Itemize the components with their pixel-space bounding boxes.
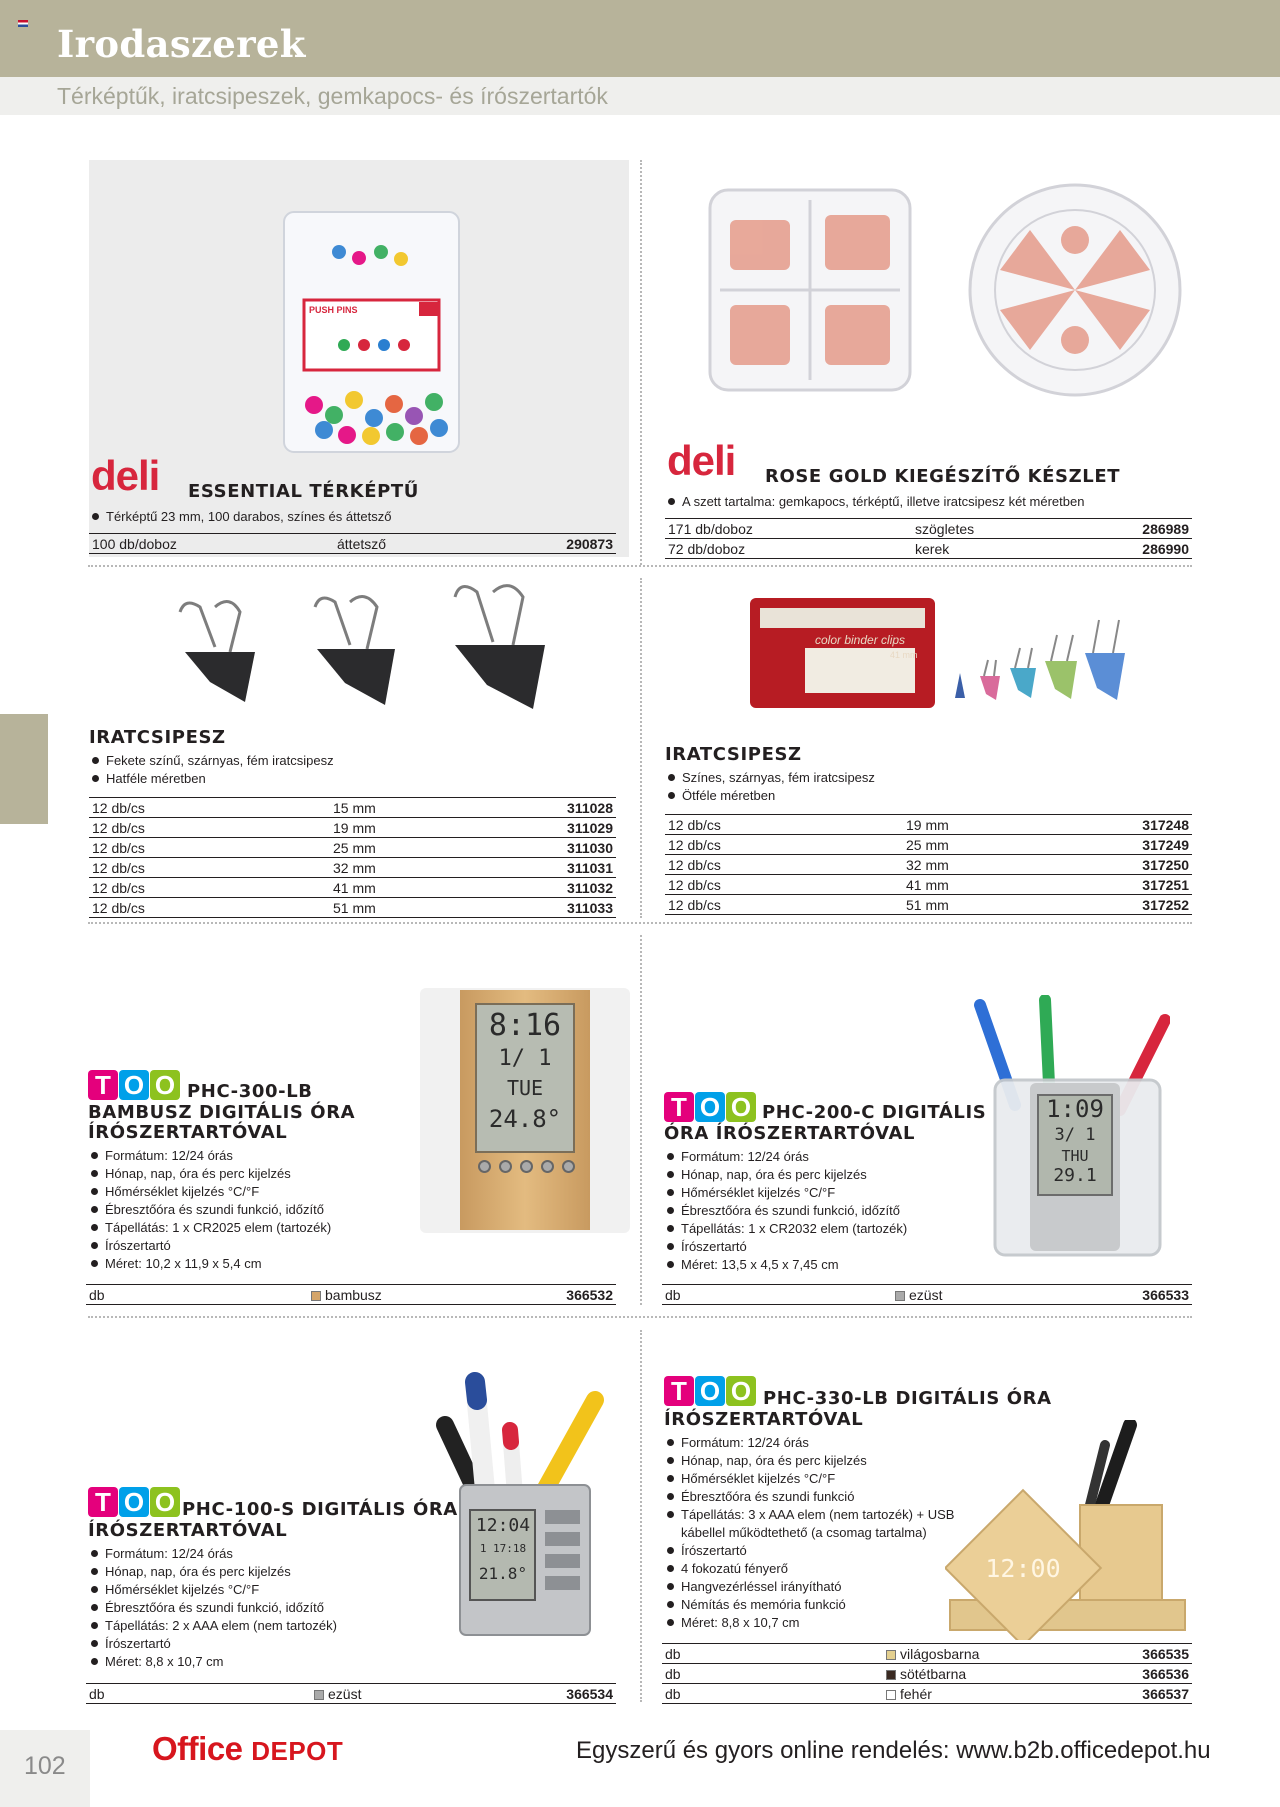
feature-item: Tápellátás: 1 x CR2025 elem (tartozék) (89, 1219, 419, 1237)
too-logo-letter: O (726, 1376, 756, 1406)
feature-list (89, 1147, 419, 1273)
qty-cell: 12 db/cs (665, 855, 903, 875)
variant-label: sötétbarna (900, 1666, 967, 1682)
feature-list (90, 508, 610, 526)
feature-item: Színes, szárnyas, fém iratcsipesz (666, 769, 1166, 787)
feature-item: Térképtű 23 mm, 100 darabos, színes és áttetsző (90, 508, 610, 526)
color-binder-clips-image (745, 588, 1145, 763)
too-logo-letter: O (119, 1070, 149, 1100)
flag-icon (18, 20, 28, 27)
feature-item: 4 fokozatú fényerő (665, 1560, 955, 1578)
table-row (665, 895, 1192, 915)
color-swatch (886, 1690, 896, 1700)
table-row (662, 1285, 1192, 1305)
lcd-day: TUE (506, 1076, 544, 1100)
table-row (665, 835, 1192, 855)
feature-item: Ötféle méretben (666, 787, 1166, 805)
variant-cell: kerek (912, 539, 1067, 559)
qty-cell: 12 db/cs (89, 838, 330, 858)
office-depot-logo (152, 1730, 343, 1768)
table-row (89, 878, 616, 898)
clock-button-icon (520, 1160, 533, 1173)
deli-logo: deli (91, 452, 160, 499)
table-row (89, 858, 616, 878)
deli-logo: deli (667, 437, 736, 484)
variant-cell: 51 mm (330, 898, 469, 918)
too-logo (664, 1092, 756, 1122)
wooden-clock-pen-holder-image (945, 1420, 1190, 1640)
qty-cell: db (662, 1684, 883, 1704)
table-row (662, 1664, 1192, 1684)
qty-cell: 12 db/cs (89, 898, 330, 918)
feature-item: Fekete színű, szárnyas, fém iratcsipesz (90, 752, 590, 770)
lcd-date: 1/ 1 (498, 1046, 552, 1071)
code-cell: 311028 (469, 798, 616, 818)
feature-item: Formátum: 12/24 órás (89, 1147, 419, 1165)
color-swatch (311, 1291, 321, 1301)
feature-item: Ébresztőóra és szundi funkció, időzítő (665, 1202, 985, 1220)
lcd-date: 1 17:18 (479, 1542, 527, 1555)
table-row (86, 1285, 616, 1305)
feature-item: Írószertartó (89, 1635, 419, 1653)
qty-cell: db (662, 1644, 883, 1664)
row-divider (88, 922, 1192, 924)
feature-item: Hónap, nap, óra és perc kijelzés (89, 1563, 419, 1581)
product-title: PHC-200-C DIGITÁLIS (762, 1102, 987, 1123)
office-depot-logo-sub: DEPOT (251, 1736, 344, 1766)
code-cell: 366534 (465, 1684, 616, 1704)
product-title: IRATCSIPESZ (89, 727, 226, 748)
product-title: PHC-100-S DIGITÁLIS ÓRA (182, 1499, 458, 1520)
feature-item: Hónap, nap, óra és perc kijelzés (665, 1452, 955, 1470)
variant-label: ezüst (909, 1287, 943, 1303)
color-swatch (886, 1650, 896, 1660)
code-cell: 366532 (491, 1285, 616, 1305)
variant-cell: 41 mm (330, 878, 469, 898)
lcd-day: THU (1061, 1147, 1089, 1165)
qty-cell: 12 db/cs (665, 835, 903, 855)
feature-item: Hónap, nap, óra és perc kijelzés (665, 1166, 985, 1184)
table-row (662, 1644, 1192, 1664)
feature-item: Formátum: 12/24 órás (665, 1148, 985, 1166)
feature-list (665, 1148, 985, 1274)
feature-item: Hónap, nap, óra és perc kijelzés (89, 1165, 419, 1183)
too-logo-letter: O (150, 1487, 180, 1517)
too-logo-letter: T (664, 1092, 694, 1122)
variant-cell: 25 mm (330, 838, 469, 858)
table-row (665, 539, 1192, 559)
feature-item: Írószertartó (665, 1238, 985, 1256)
feature-item: Méret: 8,8 x 10,7 cm (665, 1614, 955, 1632)
code-cell: 317252 (1042, 895, 1192, 915)
feature-item: Hőmérséklet kijelzés °C/°F (89, 1581, 419, 1599)
variant-cell: áttetsző (334, 534, 478, 554)
variant-cell: 32 mm (330, 858, 469, 878)
color-swatch (314, 1690, 324, 1700)
variant-cell (883, 1684, 1085, 1704)
feature-item: Hatféle méretben (90, 770, 590, 788)
feature-item: Hőmérséklet kijelzés °C/°F (665, 1470, 955, 1488)
row-divider (88, 565, 1192, 567)
page-header (0, 0, 1280, 77)
clock-button-icon (499, 1160, 512, 1173)
variant-cell: szögletes (912, 519, 1067, 539)
section-tab (0, 714, 48, 824)
product-table (665, 518, 1192, 559)
variant-cell (311, 1684, 465, 1704)
product-title: ÍRÓSZERTARTÓVAL (664, 1409, 864, 1430)
row-divider (88, 1316, 1192, 1318)
variant-cell: 41 mm (903, 875, 1042, 895)
lcd-temp: 29.1 (1053, 1165, 1097, 1186)
qty-cell: db (662, 1285, 892, 1305)
table-row (89, 798, 616, 818)
qty-cell: 100 db/doboz (89, 534, 334, 554)
color-swatch (886, 1670, 896, 1680)
qty-cell: db (86, 1285, 308, 1305)
product-title: BAMBUSZ DIGITÁLIS ÓRA (88, 1102, 356, 1123)
page-number: 102 (24, 1752, 66, 1780)
feature-item: Méret: 10,2 x 11,9 x 5,4 cm (89, 1255, 419, 1273)
qty-cell: 12 db/cs (665, 815, 903, 835)
feature-list (90, 752, 590, 788)
feature-item: Írószertartó (665, 1542, 955, 1560)
table-row (89, 818, 616, 838)
code-cell: 311032 (469, 878, 616, 898)
table-row (89, 838, 616, 858)
feature-item: Tápellátás: 2 x AAA elem (nem tartozék) (89, 1617, 419, 1635)
product-title: ÍRÓSZERTARTÓVAL (88, 1520, 288, 1541)
clock-button-icon (562, 1160, 575, 1173)
page-subtitle: Térképtűk, iratcsipeszek, gemkapocs- és írószertartók (57, 83, 608, 109)
black-binder-clips-image (150, 582, 570, 727)
code-cell: 366537 (1085, 1684, 1192, 1704)
lcd-time: 1:09 (1046, 1095, 1104, 1123)
variant-cell: 51 mm (903, 895, 1042, 915)
page-subheader (0, 77, 1280, 115)
variant-cell (892, 1285, 1043, 1305)
variant-cell: 25 mm (903, 835, 1042, 855)
feature-item: Írószertartó (89, 1237, 419, 1255)
clips-package-label: color binder clips (815, 633, 906, 647)
qty-cell: 12 db/cs (89, 818, 330, 838)
variant-cell: 19 mm (330, 818, 469, 838)
feature-item: Méret: 8,8 x 10,7 cm (89, 1653, 419, 1671)
qty-cell: 12 db/cs (665, 875, 903, 895)
code-cell: 311031 (469, 858, 616, 878)
variant-label: világosbarna (900, 1646, 980, 1662)
variant-cell: 32 mm (903, 855, 1042, 875)
too-logo-letter: O (119, 1487, 149, 1517)
too-logo-letter: T (664, 1376, 694, 1406)
lcd-time: 12:04 (475, 1515, 531, 1536)
product-title: PHC-330-LB DIGITÁLIS ÓRA (763, 1388, 1052, 1409)
code-cell: 317250 (1042, 855, 1192, 875)
feature-item: Ébresztőóra és szundi funkció, időzítő (89, 1599, 419, 1617)
variant-cell (883, 1644, 1085, 1664)
qty-cell: 12 db/cs (89, 878, 330, 898)
qty-cell: 171 db/doboz (665, 519, 912, 539)
qty-cell: 72 db/doboz (665, 539, 912, 559)
variant-cell: 15 mm (330, 798, 469, 818)
variant-label: ezüst (328, 1686, 362, 1702)
column-divider (640, 935, 642, 1305)
page-title: Irodaszerek (57, 22, 306, 66)
table-row (89, 898, 616, 918)
column-divider (640, 1330, 642, 1702)
feature-item: Ébresztőóra és szundi funkció (665, 1488, 955, 1506)
product-table (662, 1643, 1192, 1704)
lcd-date: 3/ 1 (1054, 1125, 1096, 1145)
clock-button-icon (478, 1160, 491, 1173)
table-row (86, 1684, 616, 1704)
feature-list (665, 1434, 955, 1632)
variant-cell: 19 mm (903, 815, 1042, 835)
feature-item: A szett tartalma: gemkapocs, térképtű, illetve iratcsipesz két méretben (666, 493, 1186, 511)
too-logo-letter: O (695, 1092, 725, 1122)
variant-label: bambusz (325, 1287, 382, 1303)
product-title: IRATCSIPESZ (665, 744, 802, 765)
product-title: ÓRA ÍRÓSZERTARTÓVAL (664, 1123, 916, 1144)
qty-cell: 12 db/cs (89, 798, 330, 818)
lcd-time: 12:00 (985, 1554, 1061, 1583)
too-logo-letter: O (726, 1092, 756, 1122)
code-cell: 286990 (1067, 539, 1192, 559)
column-divider (640, 160, 642, 565)
too-logo (88, 1070, 180, 1100)
product-title: PHC-300-LB (187, 1081, 313, 1102)
code-cell: 366536 (1085, 1664, 1192, 1684)
feature-item: Tápellátás: 1 x CR2032 elem (tartozék) (665, 1220, 985, 1238)
silver-clock-pen-holder-image (970, 995, 1170, 1260)
code-cell: 311029 (469, 818, 616, 838)
table-row (662, 1684, 1192, 1704)
feature-list (666, 769, 1166, 805)
code-cell: 366535 (1085, 1644, 1192, 1664)
product-table (86, 1284, 616, 1305)
feature-item: Ébresztőóra és szundi funkció, időzítő (89, 1201, 419, 1219)
push-pins-package-label: PUSH PINS (309, 305, 358, 315)
qty-cell: db (662, 1664, 883, 1684)
lcd-temp: 21.8° (478, 1564, 528, 1583)
too-logo (664, 1376, 756, 1406)
lcd-temp: 24.8° (488, 1105, 562, 1133)
feature-item: Hőmérséklet kijelzés °C/°F (665, 1184, 985, 1202)
table-row (665, 815, 1192, 835)
qty-cell: 12 db/cs (665, 895, 903, 915)
code-cell: 311030 (469, 838, 616, 858)
feature-item: Formátum: 12/24 órás (665, 1434, 955, 1452)
lcd-time: 8:16 (488, 1008, 562, 1043)
too-logo-letter: O (150, 1070, 180, 1100)
feature-item: Némítás és memória funkció (665, 1596, 955, 1614)
product-table (89, 533, 616, 554)
feature-item: Tápellátás: 3 x AAA elem (nem tartozék) + USB kábellel működtethető (a csomag tartalma) (665, 1506, 955, 1542)
variant-cell (308, 1285, 491, 1305)
table-row (665, 855, 1192, 875)
table-row (665, 875, 1192, 895)
variant-cell (883, 1664, 1085, 1684)
code-cell: 317251 (1042, 875, 1192, 895)
product-table (662, 1284, 1192, 1305)
rose-gold-set-image (700, 170, 1190, 430)
clips-package-size: 41 mm (890, 650, 918, 660)
code-cell: 286989 (1067, 519, 1192, 539)
page-number-box (0, 1730, 90, 1807)
feature-item: Formátum: 12/24 órás (89, 1545, 419, 1563)
feature-item: Hőmérséklet kijelzés °C/°F (89, 1183, 419, 1201)
code-cell: 290873 (478, 534, 616, 554)
too-logo-letter: T (88, 1070, 118, 1100)
office-depot-logo-main: Office (152, 1730, 243, 1767)
feature-item: Méret: 13,5 x 4,5 x 7,45 cm (665, 1256, 985, 1274)
table-row (89, 534, 616, 554)
color-swatch (895, 1291, 905, 1301)
too-logo (88, 1487, 180, 1517)
clock-button-icon (541, 1160, 554, 1173)
table-row (665, 519, 1192, 539)
too-logo-letter: T (88, 1487, 118, 1517)
product-table (665, 814, 1192, 915)
column-divider (640, 578, 642, 918)
product-table (89, 797, 616, 918)
code-cell: 311033 (469, 898, 616, 918)
too-logo-letter: O (695, 1376, 725, 1406)
qty-cell: 12 db/cs (89, 858, 330, 878)
product-title: ESSENTIAL TÉRKÉPTŰ (188, 481, 419, 502)
footer-slogan: Egyszerű és gyors online rendelés: www.b2b.officedepot.hu (576, 1737, 1211, 1764)
product-title: ROSE GOLD KIEGÉSZÍTŐ KÉSZLET (765, 466, 1121, 487)
product-table (86, 1683, 616, 1704)
code-cell: 317249 (1042, 835, 1192, 855)
code-cell: 366533 (1043, 1285, 1192, 1305)
feature-list (89, 1545, 419, 1671)
variant-label: fehér (900, 1686, 932, 1702)
bamboo-clock-image (420, 988, 630, 1233)
code-cell: 317248 (1042, 815, 1192, 835)
qty-cell: db (86, 1684, 311, 1704)
feature-item: Hangvezérléssel irányítható (665, 1578, 955, 1596)
product-title: ÍRÓSZERTARTÓVAL (88, 1122, 288, 1143)
feature-list (666, 493, 1186, 511)
